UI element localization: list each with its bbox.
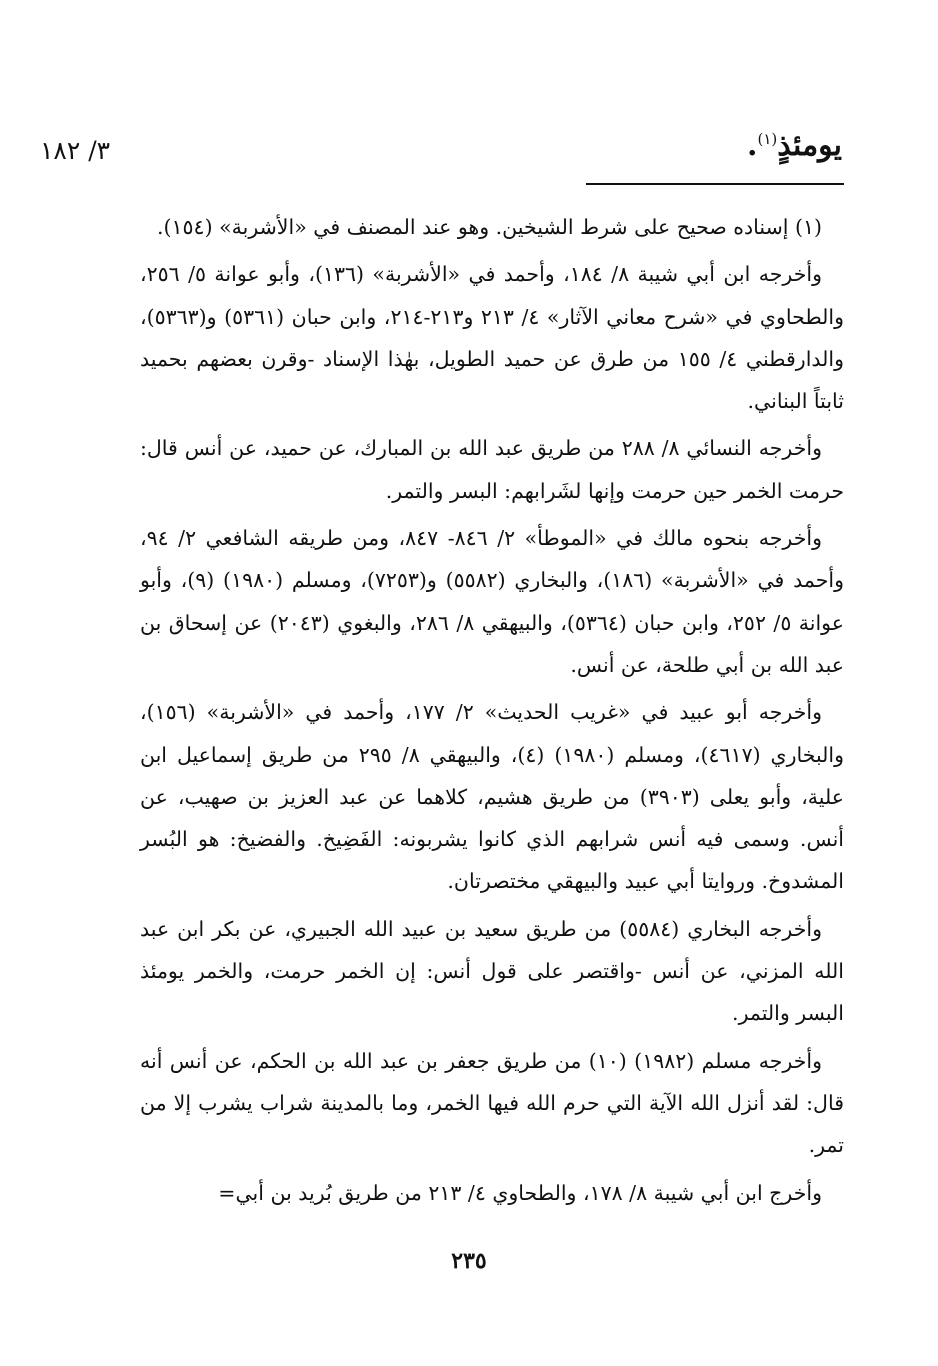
- footnote-separator: [586, 183, 844, 185]
- continued-text-line: [747, 128, 842, 163]
- footnote-paragraph: وأخرجه بنحوه مالك في «الموطأ» ٢/ ٨٤٦- ٨٤٧، ومن طريقه الشافعي ٢/ ٩٤، وأحمد في «الأشربة» (١٨٦)، والبخاري (٥٥٨٢) و(٧٢٥٣)، ومسلم (١٩٨٠) (٩)، وأبو عوانة ٥/ ٢٥٢، وابن حبان (٥٣٦٤)، والبيهقي ٨/ ٢٨٦، والبغوي (٢٠٤٣) عن إسحاق بن عبد الله بن أبي طلحة، عن أنس.: [140, 526, 844, 677]
- full-stop: .: [747, 128, 758, 163]
- page-number: ٢٣٥: [451, 1248, 487, 1274]
- footnote-1: (١) إسناده صحيح على شرط الشيخين. وهو عند المصنف في «الأشربة» (١٥٤).: [157, 215, 822, 239]
- volume-page-reference: ٣/ ١٨٢: [40, 136, 111, 165]
- footnote-marker: (١): [757, 130, 778, 148]
- footnote-paragraph: وأخرجه مسلم (١٩٨٢) (١٠) من طريق جعفر بن عبد الله بن الحكم، عن أنس أنه قال: لقد أنزل الله الآية التي حرم الله فيها الخمر، وما بالمدينة شراب يشرب إلا من تمر.: [140, 1048, 844, 1158]
- footnote-paragraph: وأخرجه ابن أبي شيبة ٨/ ١٨٤، وأحمد في «الأشربة» (١٣٦)، وأبو عوانة ٥/ ٢٥٦، والطحاوي في «شرح معاني الآثار» ٤/ ٢١٣ و٢١٣-٢١٤، وابن حبان (٥٣٦١) و(٥٣٦٣)، والدارقطني ٤/ ١٥٥ من طرق عن حميد الطويل، بهٰذا الإسناد -وقرن بعضهم بحميد ثابتاً البناني.: [140, 262, 844, 414]
- footnote-paragraph: وأخرجه البخاري (٥٥٨٤) من طريق سعيد بن عبيد الله الجبيري، عن بكر ابن عبد الله المزني، عن أنس -واقتصر على قول أنس: إن الخمر حرمت، والخمر يومئذ البسر والتمر.: [140, 916, 844, 1026]
- footnotes-section: [140, 206, 844, 1219]
- footnote-paragraph: وأخرجه النسائي ٨/ ٢٨٨ من طريق عبد الله بن المبارك، عن حميد، عن أنس قال: حرمت الخمر حين حرمت وإنها لشَرابهم: البسر والتمر.: [140, 436, 844, 503]
- footnote-paragraph: وأخرجه أبو عبيد في «غريب الحديث» ٢/ ١٧٧، وأحمد في «الأشربة» (١٥٦)، والبخاري (٤٦١٧)، ومسلم (١٩٨٠) (٤)، والبيهقي ٨/ ٢٩٥ من طريق إسماعيل ابن علية، وأبو يعلى (٣٩٠٣) من طريق هشيم، كلاهما عن عبد العزيز بن صهيب، عن أنس. وسمى فيه أنس شرابهم الذي كانوا يشربونه: الفَضِيخ. والفضيخ: هو البُسر المشدوخ. وروايتا أبي عبيد والبيهقي مختصرتان.: [140, 700, 845, 894]
- continued-word: يومئذٍ: [777, 128, 842, 163]
- footnote-paragraph: وأخرج ابن أبي شيبة ٨/ ١٧٨، والطحاوي ٤/ ٢١٣ من طريق بُريد بن أبي=: [218, 1180, 822, 1205]
